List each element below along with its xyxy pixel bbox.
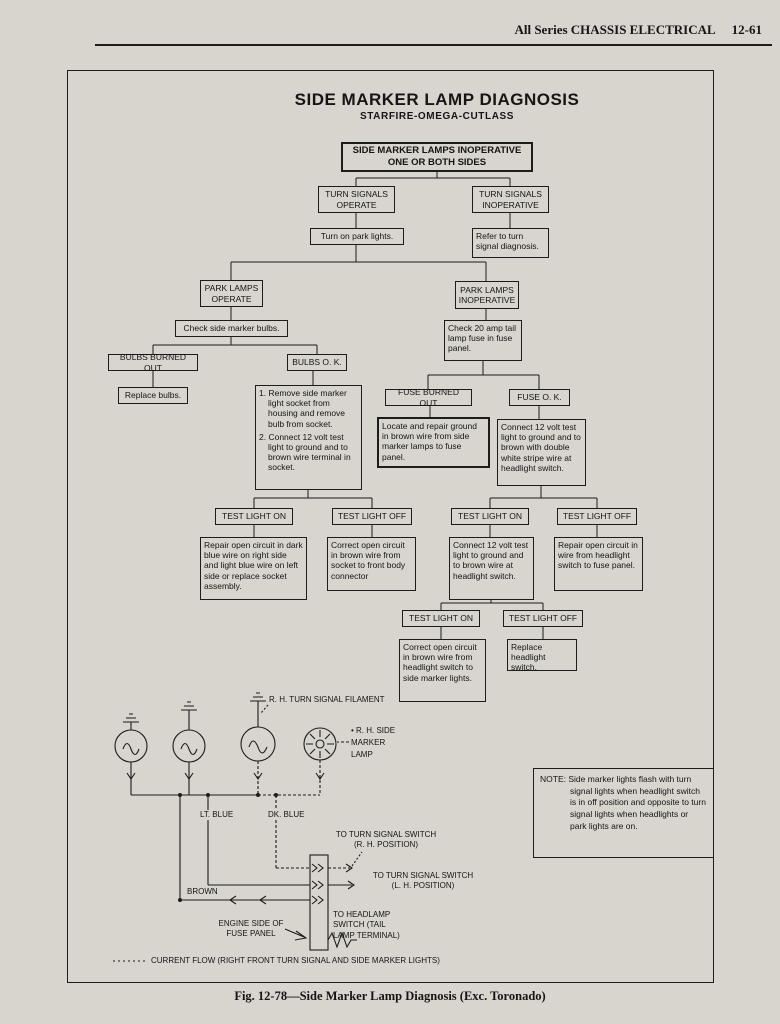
label-dk-blue: DK. BLUE [267, 810, 309, 820]
note-paragraph [540, 774, 707, 833]
figure-caption: Fig. 12-78—Side Marker Lamp Diagnosis (Exc. Toronado) [234, 989, 546, 1003]
flow-fuse-ok: FUSE O. K. [509, 389, 570, 406]
note-box [533, 768, 714, 858]
label-lt-blue: LT. BLUE [199, 810, 241, 820]
note-label: NOTE: [540, 774, 566, 784]
flow-bulbs-ok: BULBS O. K. [287, 354, 347, 371]
flow-fuse-burned-out: FUSE BURNED OUT [385, 389, 472, 406]
label-brown: BROWN [186, 887, 226, 897]
flow-turn-signals-inoperative: TURN SIGNALS INOPERATIVE [472, 186, 549, 213]
page-number: 12-61 [731, 22, 762, 37]
label-to-headlamp: TO HEADLAMP SWITCH (TAIL LAMP TERMINAL) [333, 910, 400, 940]
flow-refer-turn-signal: Refer to turn signal diagnosis. [472, 228, 549, 258]
flow-connect-brown-headlight: Connect 12 volt test light to ground and to brown wire at headlight switch. [449, 537, 534, 600]
flow-root-line2: ONE OR BOTH SIDES [387, 157, 487, 168]
flow-connect-white-stripe: Connect 12 volt test light to ground and to brown with double white stripe wire at headlight switch. [497, 419, 586, 486]
step-1: 1. Remove side marker light socket from housing and remove bulb from socket. [259, 388, 347, 429]
label-rh-side-marker-lamp: • R. H. SIDE MARKER LAMP [351, 726, 396, 759]
header-title: All Series CHASSIS ELECTRICAL [514, 22, 716, 37]
flow-turn-on-park-lights: Turn on park lights. [310, 228, 404, 245]
flow-test-light-off-1: TEST LIGHT OFF [332, 508, 412, 525]
flow-bulbs-ok-steps [255, 385, 362, 490]
label-current-flow-legend: CURRENT FLOW (RIGHT FRONT TURN SIGNAL AND SIDE MARKER LIGHTS) [151, 956, 440, 965]
flow-locate-repair-ground: Locate and repair ground in brown wire from side marker lamps to fuse panel. [377, 417, 490, 468]
flow-turn-signals-operate: TURN SIGNALS OPERATE [318, 186, 395, 213]
flow-root-line1: SIDE MARKER LAMPS INOPERATIVE [352, 145, 522, 157]
note-text: Side marker lights flash with turn signal lights when headlight switch is in off position and opposite to turn signal lights when headlights or park lights are on. [568, 774, 706, 831]
flow-park-lamps-inoperative: PARK LAMPS INOPERATIVE [455, 281, 519, 309]
flow-repair-switch-fuse: Repair open circuit in wire from headlight switch to fuse panel. [554, 537, 643, 591]
flow-bulbs-burned-out: BULBS BURNED OUT [108, 354, 198, 371]
flow-test-light-on-3: TEST LIGHT ON [402, 610, 480, 627]
flow-check-bulbs: Check side marker bulbs. [175, 320, 288, 337]
flow-root [341, 142, 533, 172]
flow-correct-headlight-marker: Correct open circuit in brown wire from headlight switch to side marker lights. [399, 639, 486, 702]
step-2: 2. Connect 12 volt test light to ground and to brown wire terminal in socket. [259, 431, 351, 473]
flow-test-light-off-3: TEST LIGHT OFF [503, 610, 583, 627]
flow-check-fuse: Check 20 amp tail lamp fuse in fuse panel. [444, 320, 522, 361]
flow-park-lamps-operate: PARK LAMPS OPERATE [200, 280, 263, 307]
diagram-subtitle: STARFIRE-OMEGA-CUTLASS [359, 111, 515, 122]
label-turn-signal-lh: TO TURN SIGNAL SWITCH (L. H. POSITION) [372, 871, 474, 891]
flow-repair-blue-wires: Repair open circuit in dark blue wire on right side and light blue wire on left side or replace socket assembly. [200, 537, 307, 600]
flow-replace-bulbs: Replace bulbs. [118, 387, 188, 404]
label-turn-signal-rh: TO TURN SIGNAL SWITCH (R. H. POSITION) [335, 830, 437, 850]
header-rule [95, 44, 772, 46]
flow-test-light-off-2: TEST LIGHT OFF [557, 508, 637, 525]
flow-replace-headlight-switch: Replace headlight switch. [507, 639, 577, 671]
flow-test-light-on-2: TEST LIGHT ON [451, 508, 529, 525]
label-engine-side: ENGINE SIDE OF FUSE PANEL [218, 919, 284, 939]
label-rh-turn-signal-filament: R. H. TURN SIGNAL FILAMENT [269, 695, 385, 704]
diagram-title: SIDE MARKER LAMP DIAGNOSIS [294, 90, 580, 109]
page-header [390, 22, 762, 38]
flow-correct-socket-body: Correct open circuit in brown wire from socket to front body connector [327, 537, 416, 591]
flow-test-light-on-1: TEST LIGHT ON [215, 508, 293, 525]
